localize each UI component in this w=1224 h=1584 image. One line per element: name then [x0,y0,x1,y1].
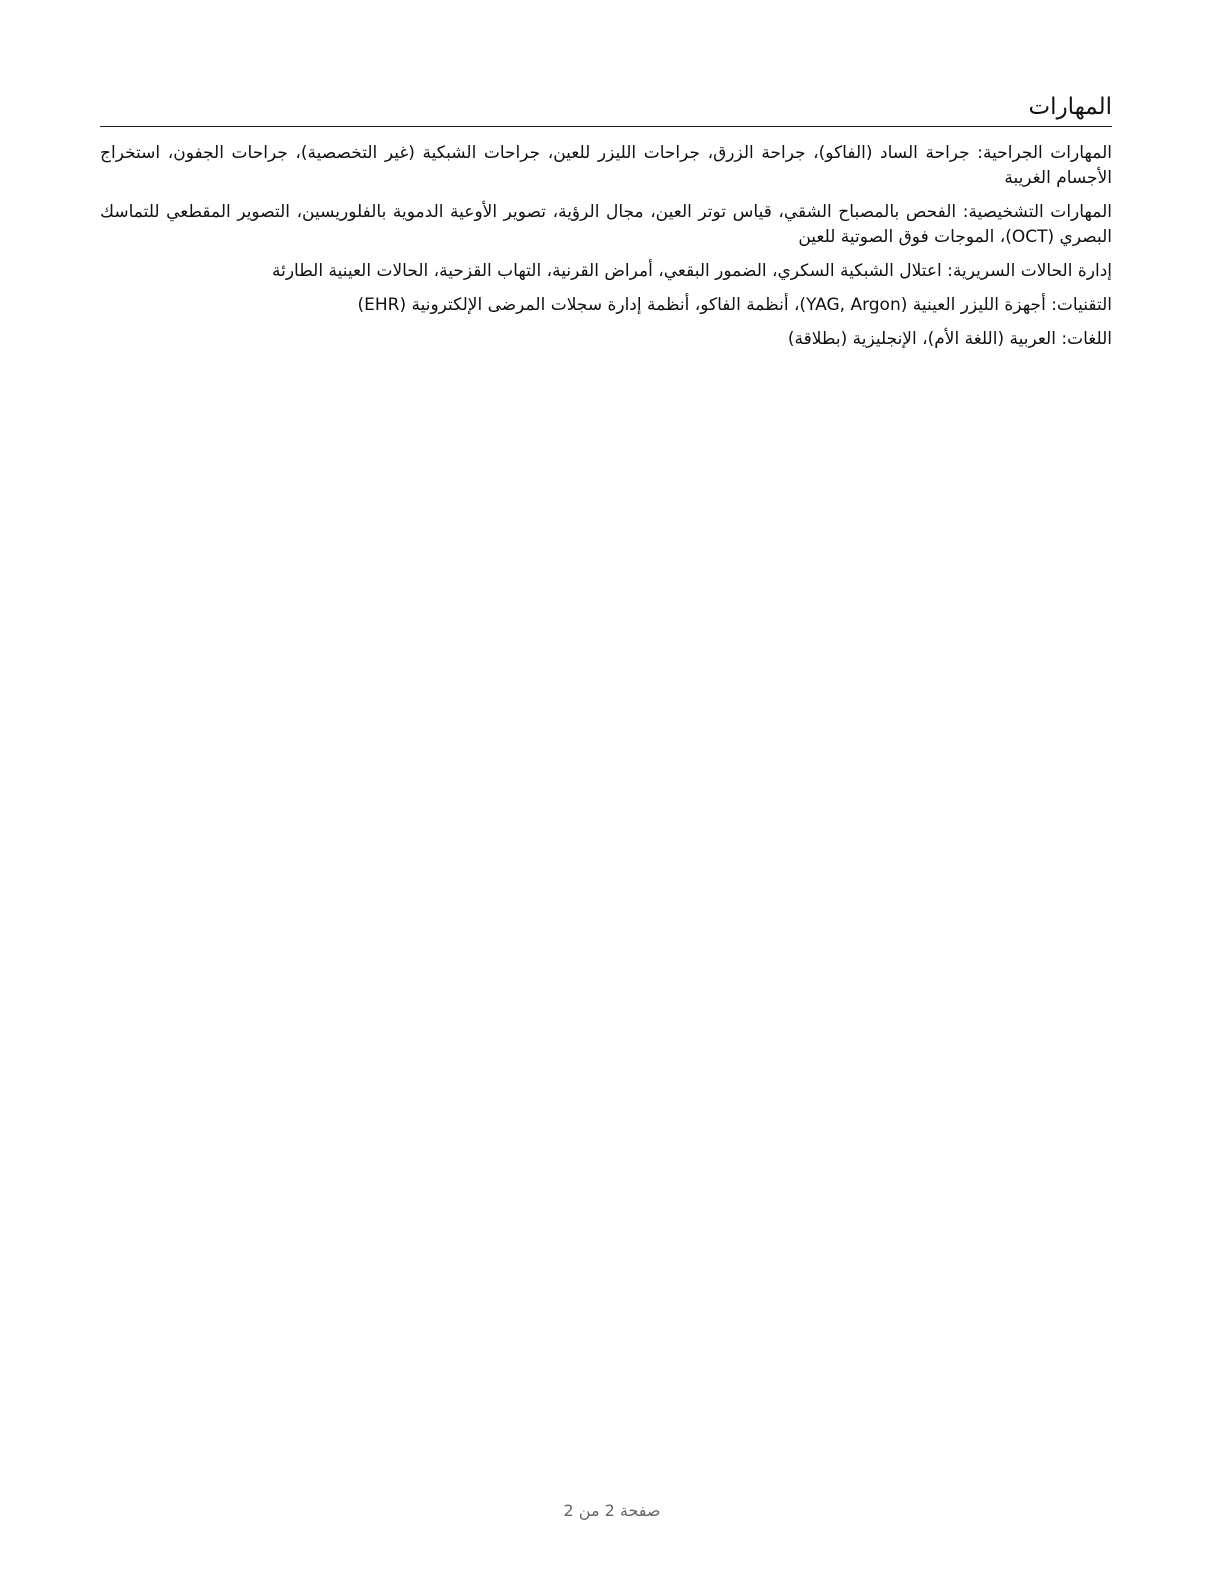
skill-item-technologies: التقنيات: أجهزة الليزر العينية (YAG, Argon)، أنظمة الفاكو، أنظمة إدارة سجلات المرضى الإلكترونية (EHR) [357,295,1112,315]
skill-item-surgical: المهارات الجراحية: جراحة الساد (الفاكو)، جراحة الزرق، جراحات الليزر للعين، جراحات الشبكية (غير التخصصية)، جراحات الجفون، استخراج الأجسام الغريبة [100,143,1112,188]
skills-list [100,141,1112,352]
skill-item-clinical-management: إدارة الحالات السريرية: اعتلال الشبكية السكري، الضمور البقعي، أمراض القرنية، التهاب القزحية، الحالات العينية الطارئة [271,261,1112,281]
page-number-footer: صفحة 2 من 2 [563,1501,661,1520]
skill-item-languages: اللغات: العربية (اللغة الأم)، الإنجليزية (بطلاقة) [787,329,1112,349]
section-title-skills: المهارات [100,92,1112,127]
skill-item-diagnostic: المهارات التشخيصية: الفحص بالمصباح الشقي، قياس توتر العين، مجال الرؤية، تصوير الأوعية الدموية بالفلوريسين، التصوير المقطعي للتماسك البصري (OCT)، الموجات فوق الصوتية للعين [100,202,1112,247]
document-page [100,92,1112,361]
